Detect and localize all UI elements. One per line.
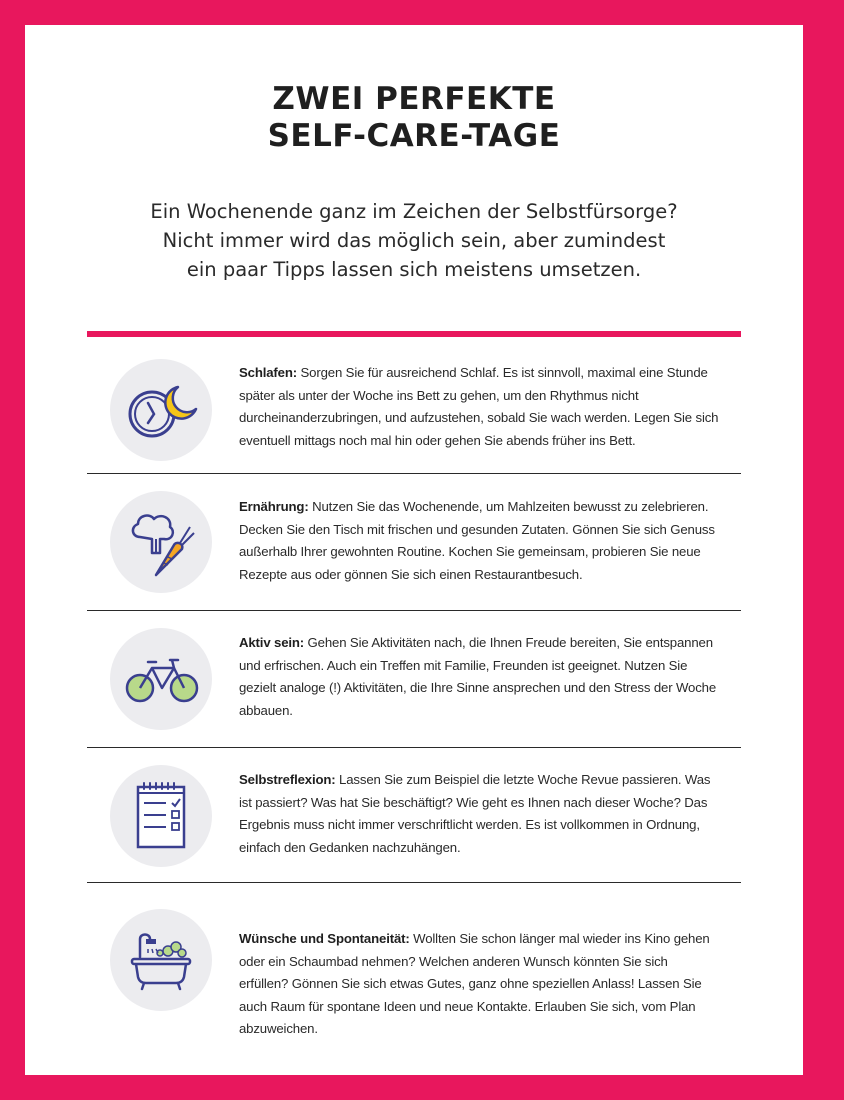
- tip-text: Gehen Sie Aktivitäten nach, die Ihnen Freude bereiten, Sie entspannen und erfrischen. Auch ein Treffen mit Familie, Freunden ist geeignet. Nutzen Sie gezielt analoge (!) Aktivitäten, die Ihre Sinne ansprechen und den Stress der Woche abbauen.: [239, 635, 717, 718]
- title-line-2: SELF-CARE-TAGE: [267, 118, 561, 154]
- intro-text: [25, 197, 803, 284]
- clock-moon-icon: [110, 359, 212, 461]
- divider: [87, 610, 741, 611]
- accent-rule: [87, 331, 741, 337]
- tip-label: Ernährung:: [239, 499, 309, 514]
- divider: [87, 473, 741, 474]
- tip-text: Nutzen Sie das Wochenende, um Mahlzeiten bewusst zu zelebrieren. Decken Sie den Tisch mit frischen und gesunden Zutaten. Gönnen Sie sich Genuss außerhalb Ihrer gewohnten Routine. Kochen Sie gemeinsam, probieren Sie neue Rezepte aus oder gönnen Sie sich einen Restaurantbesuch.: [239, 499, 715, 582]
- tip-text: Wollten Sie schon länger mal wieder ins Kino gehen oder ein Schaumbad nehmen? Welchen anderen Wunsch könnten Sie sich erfüllen? Gönnen Sie sich etwas Gutes, ganz ohne speziellen Anlass! Lassen Sie auch Raum für spontane Ideen und neue Kontakte. Erlauben Sie sich, vom Plan abzuweichen.: [239, 931, 710, 1037]
- tip-label: Selbstreflexion:: [239, 772, 336, 787]
- intro-line-1: Ein Wochenende ganz im Zeichen der Selbstfürsorge?: [150, 200, 678, 223]
- intro-line-3: ein paar Tipps lassen sich meistens umsetzen.: [186, 258, 642, 281]
- tip-label: Wünsche und Spontaneität:: [239, 931, 410, 946]
- notepad-checklist-icon: [110, 765, 212, 867]
- tip-label: Aktiv sein:: [239, 635, 305, 650]
- divider: [87, 882, 741, 883]
- tip-text: Lassen Sie zum Beispiel die letzte Woche Revue passieren. Was ist passiert? Was hat Sie beschäftigt? Wie geht es Ihnen nach dieser Woche? Das Ergebnis muss nicht immer verschriftlicht werden. Es ist vollkommen in Ordnung, einfach den Gedanken nachzuhängen.: [239, 772, 711, 855]
- divider: [87, 747, 741, 748]
- page-title: [25, 81, 803, 155]
- tip-label: Schlafen:: [239, 365, 298, 380]
- intro-line-2: Nicht immer wird das möglich sein, aber zumindest: [162, 229, 666, 252]
- page: [25, 25, 803, 1075]
- title-line-1: ZWEI PERFEKTE: [272, 81, 556, 117]
- bicycle-icon: [110, 628, 212, 730]
- bathtub-icon: [110, 909, 212, 1011]
- broccoli-carrot-icon: [110, 491, 212, 593]
- tip-text: Sorgen Sie für ausreichend Schlaf. Es ist sinnvoll, maximal eine Stunde später als unter der Woche ins Bett zu gehen, um den Rhythmus nicht durcheinanderzubringen, und aufzustehen, sobald Sie wach werden. Legen Sie sich eventuell mittags noch mal hin oder gehen Sie abends früher ins Bett.: [239, 365, 719, 448]
